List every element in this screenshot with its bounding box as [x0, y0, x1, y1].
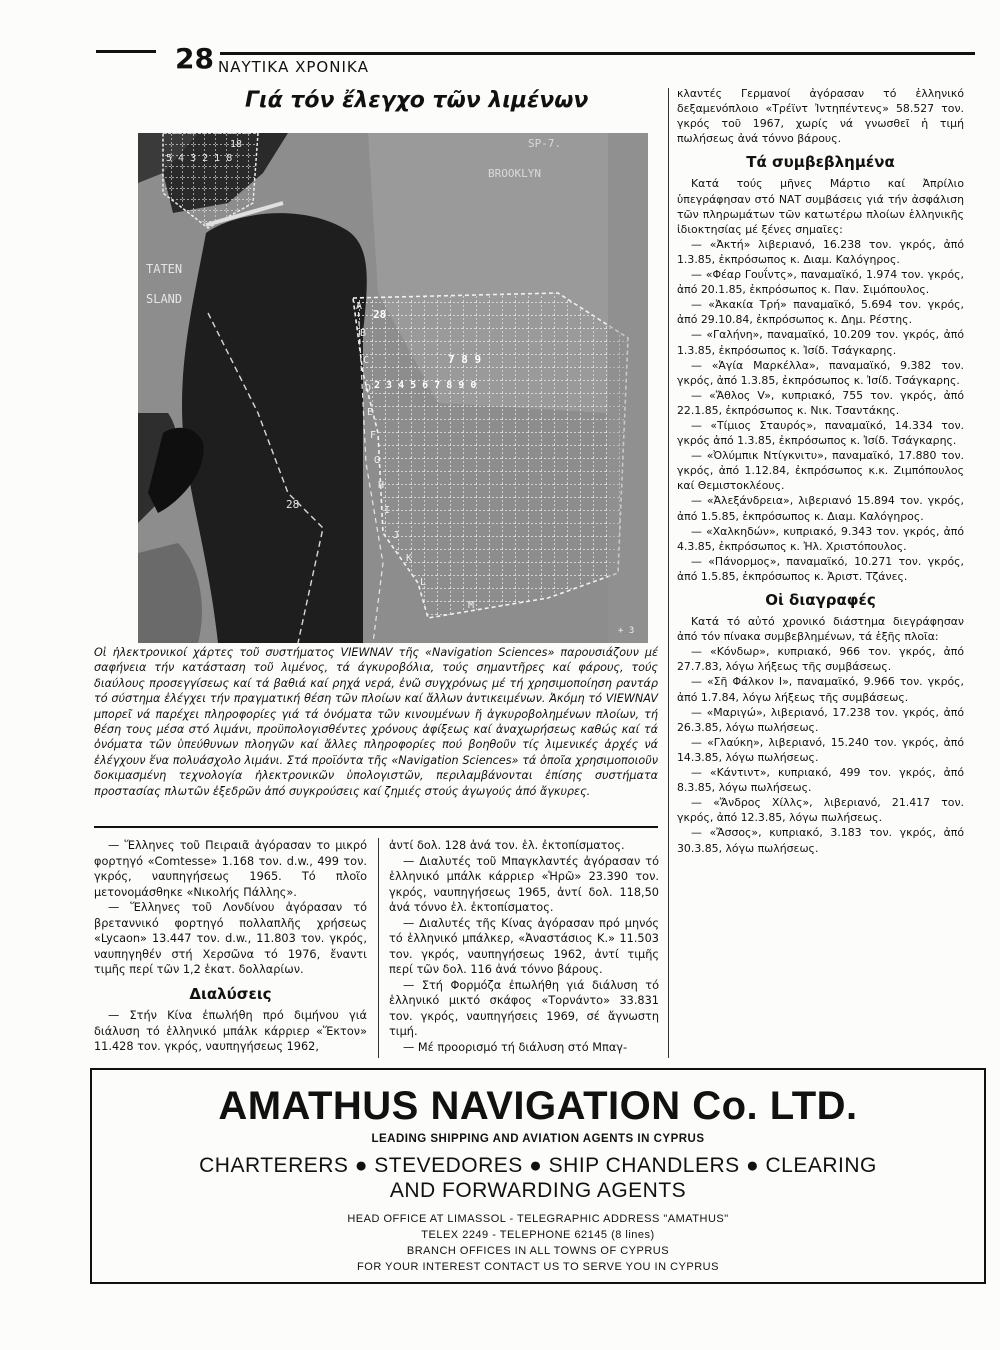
- ship-list-item: — «Γαλήνη», παναμαϊκό, 10.209 τον. γκρός, ἀπό 1.3.85, ἐκπρόσωπος κ. Ἰσίδ. Τσάγκαρης.: [677, 328, 964, 357]
- header-rule-left: [96, 50, 156, 53]
- caption-rule: [94, 826, 658, 828]
- ship-list-item: — «Σῆ Φάλκον Ι», παναμαϊκό, 9.966 τον. γκρός, ἀπό 1.7.84, λόγω λήξεως τῆς συμβάσεως.: [677, 675, 964, 704]
- map-label-brooklyn: BROOKLYN: [488, 167, 541, 180]
- col1-paragraph: — Στήν Κίνα ἐπωλήθη πρό διμήνου γιά διάλυση τό ἑλληνικό μπάλκ κάρριερ «Ἕκτον» 11.428 τον. γκρός, ναυπηγήσεως 1962,: [94, 1009, 367, 1053]
- map-caption: Οἱ ἠλεκτρονικοί χάρτες τοῦ συστήματος VIEWNAV τῆς «Navigation Sciences» παρουσιάζουν μέ σαφήνεια τήν κατάσταση τοῦ λιμένος, τά άγκυροβόλια, τούς σημαντῆρες καί φάρους, τούς διαύλους προσεγγίσεως καί τά βαθιά καί ρηχά νερά, ἐνῶ συγχρόνως μέ τή χρησιμοποίηση ραντάρ τό σύστημα ἐλέγχει τήν πραγματική θέση τῶν πλοίων καί ἄλλων ἀντικειμένων. Ἀκόμη τό VIEWNAV μπορεῖ νά παρέχει πληροφορίες γιά τά ὀνόματα τῶν κινουμένων ἤ ἀγκυροβολημένων πλοίων, τή θέση τους μέσα στό λιμάνι, προϋπολογισθέντες χρόνους ἀφίξεως καί ἀναχωρήσεως καθώς καί τά ὀνόματα τῶν ὑπεύθυνων πλοηγῶν καί ἄλλες πληροφορίες πού βοηθοῦν τίς λιμενικές ἀρχές νά ἐλέγχουν ἕνα πολυάσχολο λιμάνι. Στά προϊόντα τῆς «Navigation Sciences» τά ὁποῖα χρησιμοποιοῦν δοκιμασμένη τεχνολογία ἠλεκτρονικῶν ὑπολογιστῶν, περιλαμβάνονται ἐπίσης συστήματα προστασίας πλωτῶν ἐξεδρῶν ἀπό συγκρούσεις καί ζημιές στούς ἀγωγούς ἀπό ἄγκυρες.: [94, 646, 658, 798]
- harbor-map-photo: [138, 133, 648, 643]
- map-letter-marker: D: [365, 383, 372, 394]
- ship-list-item: — «Γλαύκη», λιβεριανό, 15.240 τον. γκρός, ἀπό 14.3.85, λόγω πωλήσεως.: [677, 735, 964, 764]
- ad-title: AMATHUS NAVIGATION Co. LTD.: [218, 1084, 858, 1128]
- map-letter-marker: J: [393, 530, 400, 541]
- map-letter-marker: G: [374, 455, 381, 466]
- col3-paragraph: κλαντές Γερμανοί ἀγόρασαν τό ἑλληνικό δεξαμενόπλοιο «Τρέϊντ Ἰντηπέντενς» 58.527 τον. γκρός τοῦ 1967, χωρίς νά γνωσθεῖ ἡ τιμή πωλήσεως ἀνά τόννο βάρους.: [677, 87, 964, 146]
- ad-head-office: HEAD OFFICE AT LIMASSOL - TELEGRAPHIC ADDRESS "AMATHUS": [347, 1213, 729, 1225]
- ship-list-item: — «Κάντιντ», κυπριακό, 499 τον. γκρός, ἀπό 8.3.85, λόγω πωλήσεως.: [677, 766, 964, 795]
- harbor-water: [182, 213, 370, 643]
- map-letter-marker: E: [367, 407, 374, 418]
- heading-dialyseis: Διαλύσεις: [189, 984, 272, 1003]
- map-letter-marker: H: [378, 480, 385, 491]
- magazine-name: ΝΑΥΤΙΚΑ ΧΡΟΝΙΚΑ: [218, 58, 369, 76]
- col2-paragraph: ἀντί δολ. 128 ἀνά τον. ἑλ. ἐκτοπίσματος.: [389, 839, 625, 852]
- ship-list-item: — «Τίμιος Σταυρός», παναμαϊκό, 14.334 τον. γκρός ἀπό 1.3.85, ἐκπρόσωπος κ. Ἰσίδ. Τσάγκαρης.: [677, 418, 964, 448]
- ad-contact: FOR YOUR INTEREST CONTACT US TO SERVE YOU IN CYPRUS: [357, 1261, 719, 1273]
- map-label-grid28: 28: [373, 308, 387, 321]
- ship-list-item: — «Μαριγώ», λιβεριανό, 17.238 τον. γκρός, ἀπό 26.3.85, λόγω πωλήσεως.: [677, 705, 964, 734]
- map-letter-marker: K: [406, 553, 413, 564]
- ship-list-item: — «Φέαρ Γουΐντς», παναμαϊκό, 1.974 τον. γκρός, ἀπό 20.1.85, ἐκπρόσωπος κ. Παν. Σιμόπουλος.: [677, 268, 964, 297]
- map-label-row1: 7 8 9: [448, 353, 482, 366]
- map-letter-marker: C: [363, 355, 370, 366]
- column-divider: [668, 88, 669, 1058]
- col2-paragraph: — Διαλυτές τοῦ Μπαγκλαντές ἀγόρασαν τό ἑλληνικό μπάλκ κάρριερ «Ἡρῶ» 23.390 τον. γκρός, ναυπηγήσεως 1965, ἀντί δολ. 118,50 ἀνά τόννο ἑλ. ἐκτοπίσματος.: [389, 854, 659, 914]
- map-letter-marker: A: [356, 301, 363, 312]
- ship-list-item: — «Ὀλύμπικ Ντίγκνιτυ», παναμαϊκό, 17.880 τον. γκρός, ἀπό 1.12.84, ἐκπρόσωπος κ.κ. Ζιμπόπουλος καί Θεμιστοκλέους.: [677, 449, 964, 493]
- column-1: [94, 838, 367, 1055]
- map-label-grid-top: 5 4 3 2 1 8: [166, 153, 233, 164]
- ship-list-item: — «Κόνδωρ», κυπριακό, 966 τον. γκρός, ἀπό 27.7.83, λόγω λήξεως τῆς συμβάσεως.: [677, 645, 964, 674]
- ad-services-line2: AND FORWARDING AGENTS: [389, 1179, 687, 1202]
- col3-intro: Κατά τό αὐτό χρονικό διάστημα διεγράφησαν ἀπό τόν πίνακα συμβεβλημένων, τά ἑξῆς πλοῖα:: [677, 615, 964, 644]
- ad-telex: TELEX 2249 - TELEPHONE 62145 (8 lines): [421, 1229, 655, 1241]
- col2-paragraph: — Μέ προορισμό τή διάλυση στό Μπαγ-: [403, 1040, 628, 1054]
- ad-branches: BRANCH OFFICES IN ALL TOWNS OF CYPRUS: [406, 1245, 670, 1257]
- page-number: 28: [175, 42, 214, 75]
- map-label-row2: 2 3 4 5 6 7 8 9 0: [374, 380, 477, 391]
- map-label-sp: SP-7.: [528, 137, 562, 150]
- deleted-ships-list: [677, 644, 964, 855]
- map-label-corner: + 3: [618, 626, 635, 636]
- ship-list-item: — «Ἄνδρος Χίλλς», λιβεριανό, 21.417 τον. γκρός, ἀπό 12.3.85, λόγω πωλήσεως.: [677, 796, 964, 825]
- map-label-18: 18: [230, 139, 243, 150]
- col2-paragraph: — Στή Φορμόζα ἐπωλήθη γιά διάλυση τό ἑλληνικό μικτό σκάφος «Τορνάντο» 33.831 τον. γκρός, ναυπηγήσεις 1969, σέ ἄγνωστη τιμή.: [389, 978, 659, 1038]
- ship-list-item: — «Ἁγία Μαρκέλλα», παναμαϊκό, 9.382 τον. γκρός, ἀπό 1.3.85, ἐκπρόσωπος κ. Ἰσίδ. Τσάγκαρης.: [677, 358, 964, 387]
- column-divider: [378, 838, 379, 1058]
- col2-paragraph: — Διαλυτές τῆς Κίνας ἀγόρασαν πρό μηνός τό ἑλληνικό μπάλκερ, «Ἀναστάσιος Κ.» 11.503 τον. γκρός, ναυπηγήσεως 1962, ἀντί τιμῆς περί τῶν δολ. 116 ἀνά τόννο βάρους.: [389, 916, 659, 976]
- map-label-staten: TATEN: [146, 262, 183, 276]
- map-letter-marker: B: [360, 328, 367, 339]
- map-letter-marker: M: [468, 600, 475, 611]
- ship-list-item: — «Ἀλεξάνδρεια», λιβεριανό 15.894 τον. γκρός, ἀπό 1.5.85, ἐκπρόσωπος κ. Διαμ. Καλόγηρος.: [677, 494, 964, 523]
- col1-paragraph: — Ἕλληνες τοῦ Λονδίνου ἀγόρασαν τό βρεταννικό φορτηγό πολλαπλῆς χρήσεως «Lycaon» 13.447 τον. d.w., 11.803 τον. γκρός, ναυπηγηθέν στή Χερσῶνα τό 1976, ἔναντι τιμῆς περί τῶν 1,2 ἑκατ. δολλαρίων.: [94, 901, 367, 976]
- ship-list-item: — «Πάνορμος», παναμαϊκό, 10.271 τον. γκρός, ἀπό 1.5.85, ἐκπρόσωπος κ. Ἀριστ. Τζάνες.: [677, 554, 964, 583]
- column-2: [389, 838, 659, 1055]
- contracted-ships-list: [677, 237, 964, 584]
- heading-symvevlimena: Τά συμβεβλημένα: [746, 153, 895, 172]
- map-label-28: 28: [286, 498, 300, 511]
- column-3: [677, 86, 964, 856]
- map-label-island: SLAND: [146, 292, 183, 306]
- map-letter-marker: F: [370, 430, 377, 441]
- ship-list-item: — «Χαλκηδών», κυπριακό, 9.343 τον. γκρός, ἀπό 4.3.85, ἐκπρόσωπος κ. Ἠλ. Χριστόπουλος.: [677, 524, 964, 553]
- heading-diagrafes: Οἱ διαγραφές: [765, 591, 876, 609]
- col3-intro: Κατά τούς μῆνες Μάρτιο καί Ἀπρίλιο ὑπεγράφησαν στό ΝΑΤ συμβάσεις γιά τήν ἀσφάλιση τῶν πληρωμάτων τῶν κατωτέρω πλοίων ἑλληνικῆς ἰδιοκτησίας μέ ξένες σημαῖες:: [677, 177, 964, 236]
- ship-list-item: — «Ἀκακία Τρή» παναμαϊκό, 5.694 τον. γκρός, ἀπό 29.10.84, ἐκπρόσωπος κ. Δημ. Ρέστης.: [677, 298, 964, 327]
- header-rule-right: [220, 52, 975, 55]
- amathus-advertisement: [90, 1068, 986, 1284]
- ship-list-item: — «Ἄσσος», κυπριακό, 3.183 τον. γκρός, ἀπό 30.3.85, λόγω πωλήσεως.: [677, 826, 964, 855]
- ship-list-item: — «Ἀκτή» λιβεριανό, 16.238 τον. γκρός, ἀπό 1.3.85, ἐκπρόσωπος κ. Διαμ. Καλόγηρος.: [677, 237, 964, 266]
- map-letter-marker: L: [420, 577, 427, 588]
- ship-list-item: — «Ἄθλος V», κυπριακό, 755 τον. γκρός, ἀπό 22.1.85, ἐκπρόσωπος κ. Νικ. Τσαντάκης.: [677, 388, 964, 417]
- article-title: Γιά τόν ἔλεγχο τῶν λιμένων: [245, 88, 589, 113]
- col1-paragraph: — Ἕλληνες τοῦ Πειραιᾶ ἀγόρασαν το μικρό φορτηγό «Comtesse» 1.168 τον. d.w., 499 τον. γκρός, ναυπηγήσεως 1965. Τό πλοῖο μετονομάσθηκε «Νικολής Πάλλης».: [94, 839, 367, 899]
- map-letter-marker: I: [384, 505, 391, 516]
- ad-services-line1: CHARTERERS ● STEVEDORES ● SHIP CHANDLERS ● CLEARING: [199, 1154, 877, 1177]
- ad-subtitle: LEADING SHIPPING AND AVIATION AGENTS IN CYPRUS: [371, 1133, 705, 1145]
